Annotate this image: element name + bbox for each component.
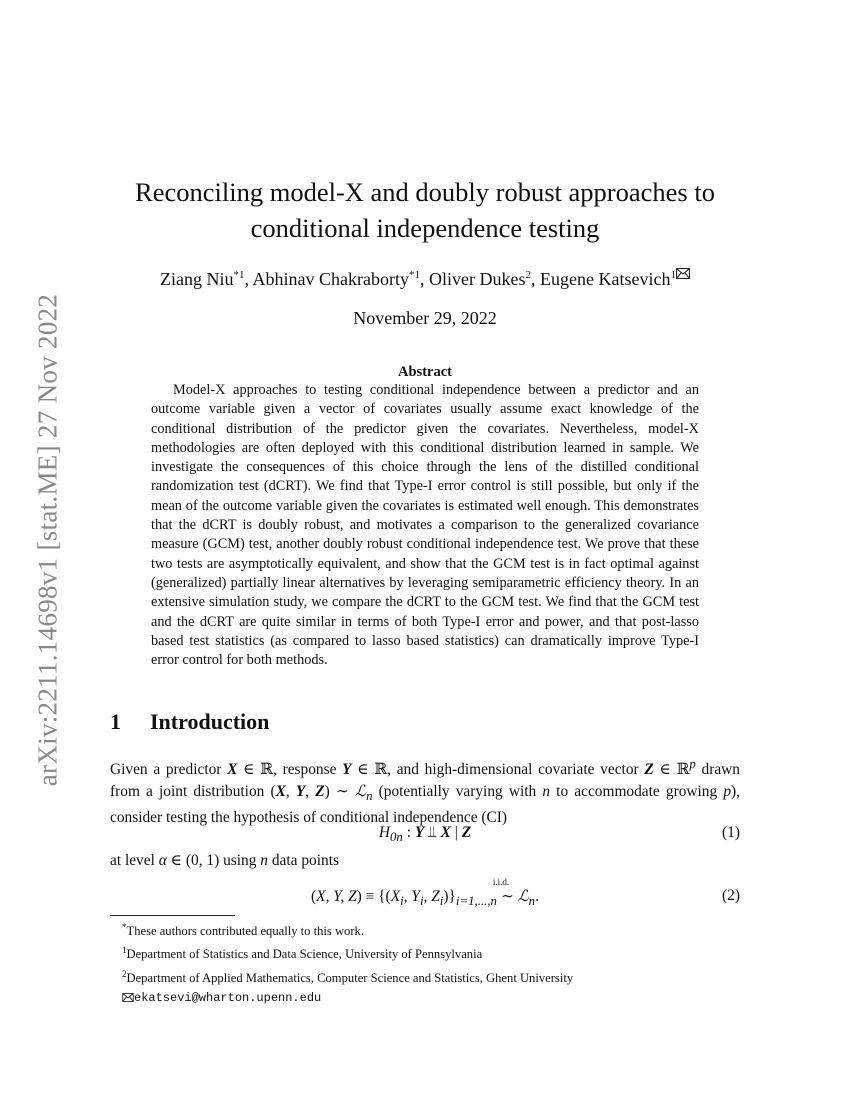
footnote-email: [122, 988, 573, 1008]
equation-1-body: $H_{0n}$ : Y ⫫ X | Z: [378, 824, 472, 845]
author-name: Eugene Katsevich: [540, 269, 671, 289]
footnote: $^1$Department of Statistics and Data Science, University of Pennsylvania: [122, 945, 483, 962]
equation-2-body: (X, Y, $Z) \equiv \{(X_i$, $Y_i$, $Z_i)\}_{i=1,...,n}$ i.i.d. ∼ ℒ$_n$.: [311, 877, 539, 909]
abstract-heading: Abstract: [398, 364, 452, 380]
footnote: $^2$Department of Applied Mathematics, Computer Science and Statistics, Ghent University: [122, 968, 574, 985]
title-line-2: conditional independence testing: [250, 213, 600, 243]
paper-title: [0, 174, 850, 246]
author-affiliation: *1: [233, 269, 245, 281]
email-address: ekatsevi@wharton.upenn.edu: [134, 991, 322, 1006]
equation-2-number: (2): [722, 887, 740, 904]
section-number: 1: [110, 709, 121, 734]
author-name: Ziang Niu: [160, 269, 234, 289]
title-line-1: Reconciling model-X and doubly robust approaches to: [135, 177, 715, 207]
footnote-rule: [110, 915, 235, 916]
section-heading: [110, 709, 269, 735]
envelope-icon: [676, 268, 690, 279]
footnote: *These authors contributed equally to this work.: [122, 922, 364, 939]
author-name: Oliver Dukes: [429, 269, 526, 289]
author-affiliation: 2: [525, 269, 531, 281]
author-affiliation: 1: [670, 269, 676, 281]
section-title: Introduction: [150, 709, 270, 734]
publication-date: November 29, 2022: [353, 308, 497, 328]
equation-1-number: (1): [722, 824, 740, 841]
author-name: Abhinav Chakraborty: [252, 269, 410, 289]
author-affiliation: *1: [409, 269, 421, 281]
level-sentence: at level α ∈ (0, 1) using n data points: [110, 852, 339, 869]
footnotes: [122, 918, 573, 1008]
arxiv-identifier-stamp: arXiv:2211.14698v1 [stat.ME] 27 Nov 2022: [32, 293, 63, 787]
author-list: Ziang Niu$^{*1}$, Abhinav Chakraborty$^{*1}$, Oliver Dukes$^2$, Eugene Katsevich$^1$: [0, 268, 850, 290]
abstract-text: Model-X approaches to testing conditional independence between a predictor and an outcome variable given a vector of covariates usually assume exact knowledge of the conditional distribution of the predictor given the covariates. Nevertheless, model-X methodologies are often deployed with this conditional distribution learned in sample. We investigate the consequences of this choice through the lens of the distilled conditional randomization test (dCRT). We find that Type-I error control is still possible, but only if the mean of the outcome variable given the covariates is estimated well enough. This demonstrates that the dCRT is doubly robust, and motivates a comparison to the generalized covariance measure (GCM) test, another doubly robust conditional independence test. We prove that these two tests are asymptotically equivalent, and show that the GCM test is in fact optimal against (generalized) partially linear alternatives by leveraging semiparametric efficiency theory. In an extensive simulation study, we compare the dCRT to the GCM test. We find that the GCM test and the dCRT are quite similar in terms of both Type-I error and power, and that post-lasso based test statistics (as compared to lasso based statistics) can dramatically improve Type-I error control for both methods.: [151, 382, 699, 669]
intro-paragraph: Given a predictor X ∈ ℝ, response Y ∈ ℝ, and high-dimensional covariate vector Z ∈ ℝ$^p$ drawn from a joint distribution (X, Y, Z) ∼ ℒ$_n$ (potentially varying with n to accommodate growing p), consider testing the hypothesis of conditional independence (CI): [110, 757, 740, 827]
envelope-icon: [122, 993, 134, 1002]
